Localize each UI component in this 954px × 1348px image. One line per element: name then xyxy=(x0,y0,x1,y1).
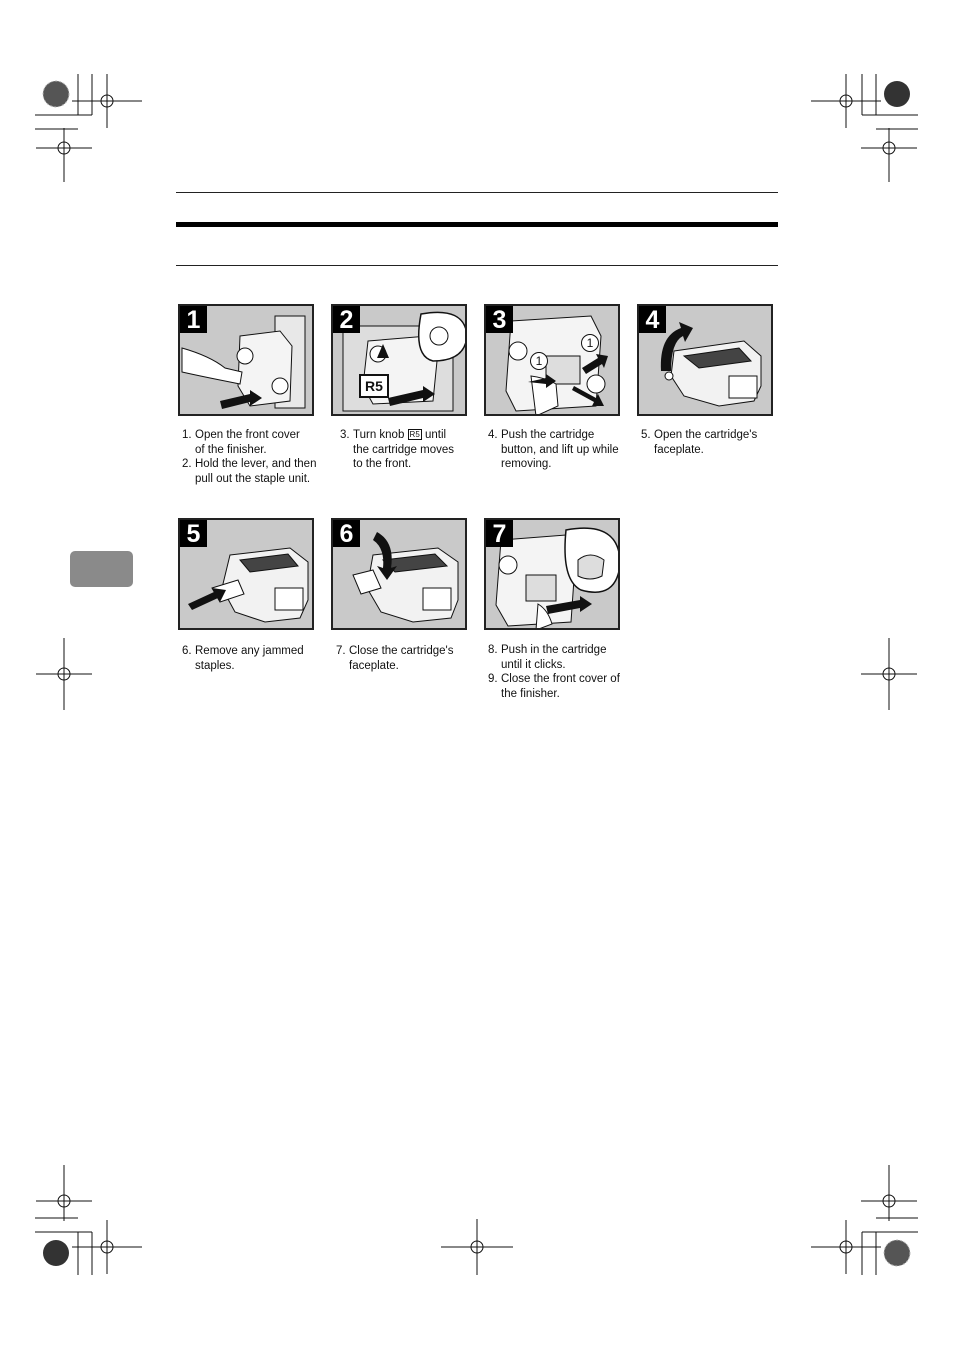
caption-item: 3. Turn knob R5 until the cartridge moves to the front. xyxy=(340,429,454,470)
step-number-badge: 6 xyxy=(333,520,360,547)
caption-steps-1-2 xyxy=(182,428,316,486)
step-number-badge: 5 xyxy=(180,520,207,547)
step-4-illustration xyxy=(637,304,773,416)
step-5-illustration xyxy=(178,518,314,630)
caption-step-4 xyxy=(488,428,619,472)
step-6-illustration xyxy=(331,518,467,630)
step-3-illustration xyxy=(484,304,620,416)
step-number-badge: 1 xyxy=(180,306,207,333)
caption-step-6 xyxy=(182,644,304,673)
caption-item: 8. Push in the cartridge until it clicks. xyxy=(488,644,607,671)
marker-circle-left: 1 xyxy=(530,352,548,370)
step-7-illustration xyxy=(484,518,620,630)
step-number-badge: 4 xyxy=(639,306,666,333)
caption-item: 6. Remove any jammed staples. xyxy=(182,645,304,672)
caption-step-5 xyxy=(641,428,757,457)
caption-item: 1. Open the front cover of the finisher. xyxy=(182,429,300,456)
marker-circle-right: 1 xyxy=(581,334,599,352)
step-2-illustration xyxy=(331,304,467,416)
step-number-badge: 3 xyxy=(486,306,513,333)
caption-step-3 xyxy=(340,428,454,472)
caption-item: 9. Close the front cover of the finisher. xyxy=(488,673,620,700)
caption-step-7 xyxy=(336,644,453,673)
step-number-badge: 2 xyxy=(333,306,360,333)
step-number-badge: 7 xyxy=(486,520,513,547)
caption-item: 4. Push the cartridge button, and lift up while removing. xyxy=(488,429,619,470)
caption-steps-8-9 xyxy=(488,643,620,701)
step-1-illustration xyxy=(178,304,314,416)
caption-item: 7. Close the cartridge's faceplate. xyxy=(336,645,454,672)
knob-callout-label: R5 xyxy=(359,374,389,398)
knob-label-badge: R5 xyxy=(409,430,420,439)
caption-item: 2. Hold the lever, and then pull out the staple unit. xyxy=(182,458,317,485)
caption-item: 5. Open the cartridge's faceplate. xyxy=(641,429,758,456)
